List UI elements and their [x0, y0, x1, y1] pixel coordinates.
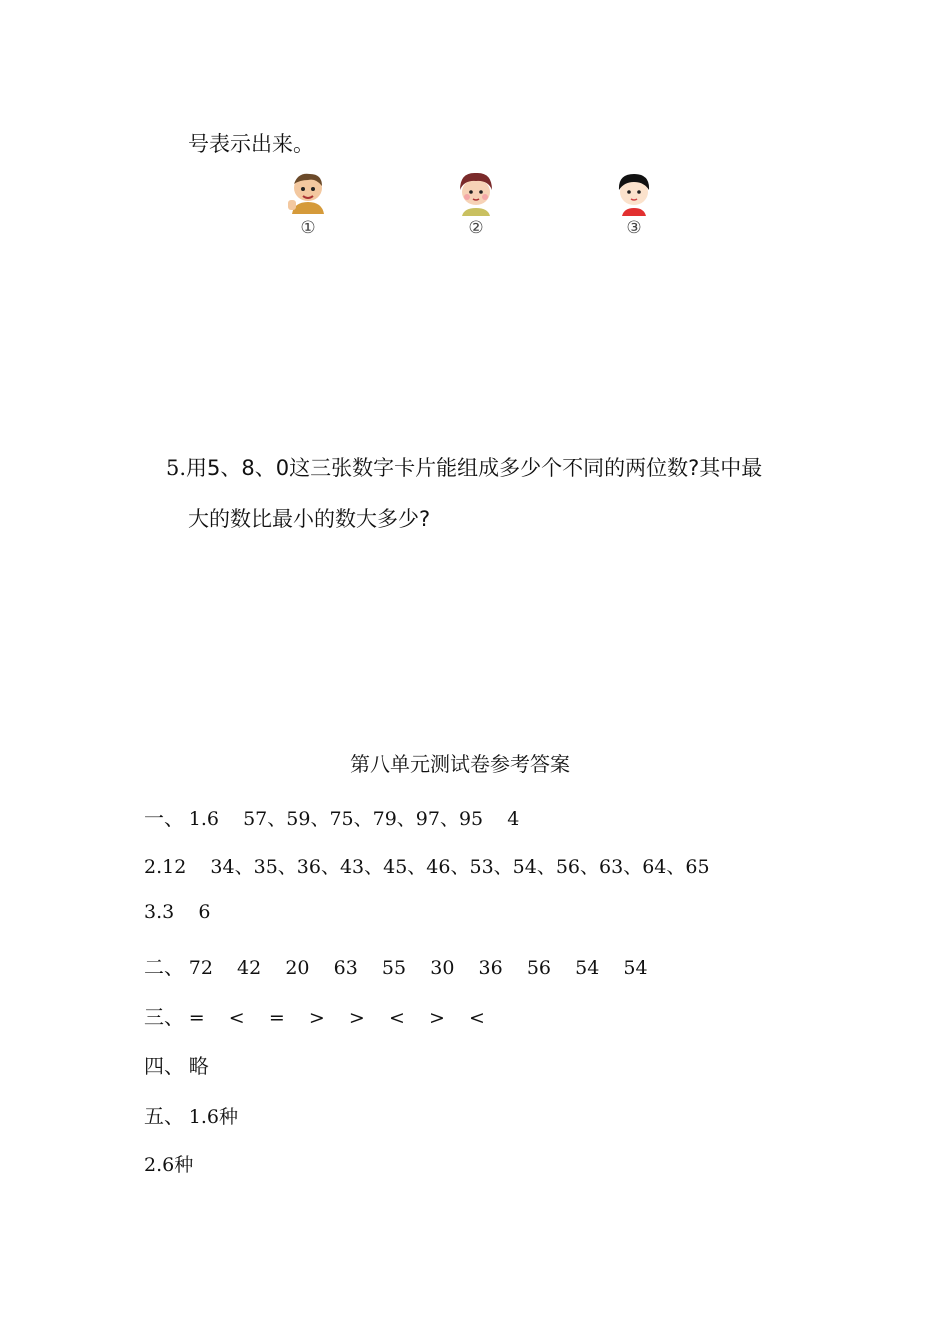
answer-1-value: 1.6 57、59、75、79、97、95 4	[188, 808, 520, 830]
answer-title: 第八单元测试卷参考答案	[350, 752, 570, 776]
boy-green-shirt-icon	[284, 168, 332, 216]
answer-section-1-3	[144, 901, 210, 924]
figure-label-2: ②	[468, 218, 484, 238]
figure-label-3: ③	[626, 218, 642, 238]
answer-5-label: 五、	[144, 1104, 184, 1128]
question-5-line-1	[166, 452, 762, 482]
answer-section-3	[144, 1001, 485, 1030]
answer-3-value: 3.3 6	[144, 901, 211, 923]
answer-section-5	[144, 1100, 238, 1129]
answer-section-5-2	[144, 1150, 193, 1177]
answer-section-2	[144, 951, 648, 980]
figure-label-1: ①	[300, 218, 316, 238]
answer-section-1-2	[144, 852, 710, 879]
answer-2-value: 2.12 34、35、36、43、45、46、53、54、56、63、64、65	[144, 856, 710, 878]
answer-4-label: 四、	[144, 1054, 184, 1078]
answer-section-4	[144, 1050, 209, 1079]
question-5-text: 用5、8、0这三张数字卡片能组成多少个不同的两位数?其中最	[186, 456, 763, 480]
answer-3-label: 三、	[144, 1005, 184, 1029]
answer-2-label: 二、	[144, 955, 184, 979]
answer-section-1	[144, 802, 519, 831]
answer-6-value: 2.6种	[144, 1154, 194, 1176]
answer-4-value: 略	[188, 1054, 209, 1078]
question-continuation: 号表示出来。	[188, 132, 314, 156]
answer-2-values: 72 42 20 63 55 30 36 56 54 54	[188, 957, 648, 979]
answer-5-value: 1.6种	[188, 1106, 238, 1128]
question-5-line-2: 大的数比最小的数大多少?	[188, 507, 431, 531]
answer-3-values: = < = > > < > <	[188, 1007, 485, 1029]
question-5-number: 5.	[166, 456, 187, 480]
answer-1-label: 一、	[144, 806, 184, 830]
boy-brown-hair-icon	[452, 168, 500, 216]
boy-black-hair-icon	[610, 168, 658, 216]
